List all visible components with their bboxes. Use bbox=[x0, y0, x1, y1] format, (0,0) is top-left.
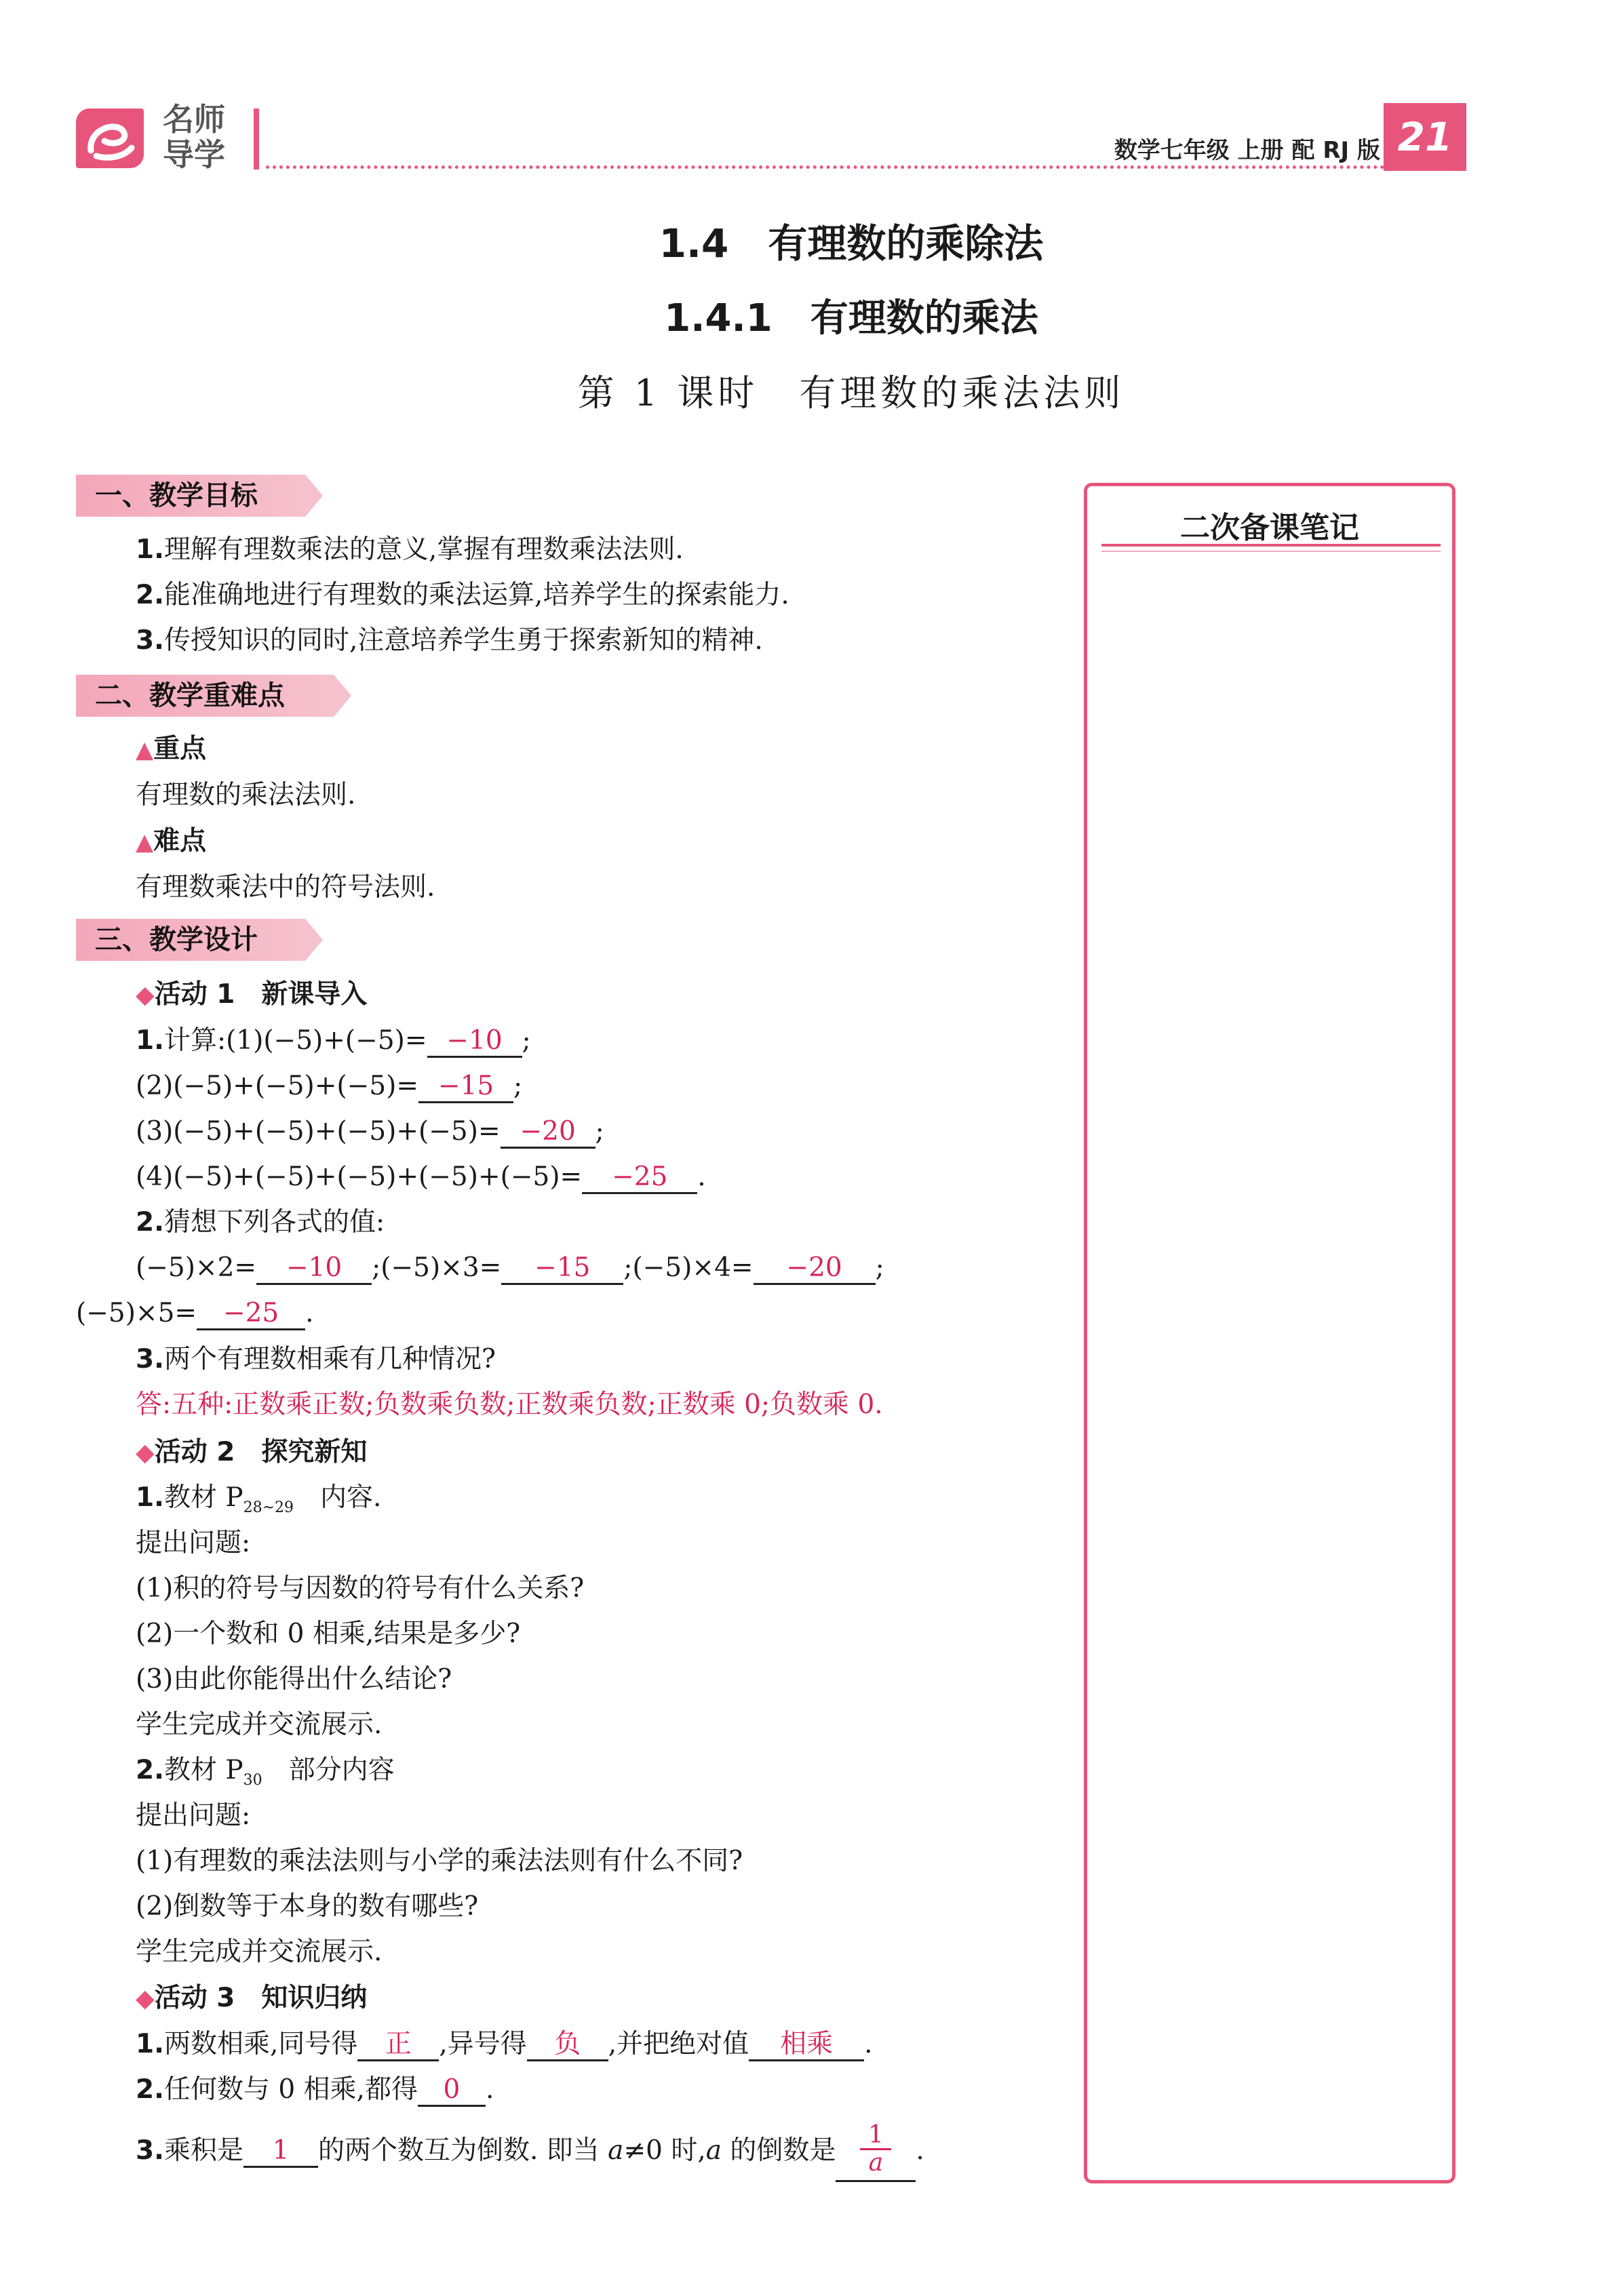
instruction-text: 学生完成并交流展示. bbox=[136, 1709, 383, 1740]
answer-blank: −20 bbox=[501, 1117, 595, 1149]
notes-panel bbox=[1084, 483, 1455, 2183]
exercise-line: (−5)×5= −25 . bbox=[76, 1297, 314, 1330]
diamond-icon: ◆ bbox=[136, 1439, 155, 1467]
answer-blank: 相乘 bbox=[749, 2030, 864, 2061]
logo-badge bbox=[76, 108, 144, 168]
goal-item: 3.传授知识的同时,注意培养学生勇于探索新知的精神. bbox=[136, 625, 763, 656]
textbook-ref: 2.教材 $P_{30}$ 部分内容 bbox=[136, 1755, 395, 1789]
header-dotted-rule bbox=[266, 165, 1385, 169]
diamond-icon: ◆ bbox=[136, 981, 155, 1009]
answer-blank: 负 bbox=[527, 2030, 608, 2061]
rule-line: 2.任何数与 0 相乘,都得 0 . bbox=[136, 2073, 494, 2107]
diamond-icon: ◆ bbox=[136, 1985, 155, 2013]
chapter-title: 1.4 有理数的乘除法 bbox=[659, 220, 1044, 266]
answer-blank bbox=[836, 2180, 916, 2182]
lesson-title: 第 1 课时 有理数的乘法法则 bbox=[577, 372, 1125, 414]
section-header-label: 三、教学设计 bbox=[95, 924, 258, 955]
answer-blank: −10 bbox=[427, 1026, 522, 1058]
answer-blank: −15 bbox=[418, 1071, 513, 1103]
exercise-line: 2.猜想下列各式的值: bbox=[136, 1207, 385, 1238]
answer-blank: −25 bbox=[197, 1299, 305, 1330]
section-header-design bbox=[76, 919, 305, 961]
answer-blank: −10 bbox=[256, 1253, 372, 1285]
key-point-label: ▲重点 bbox=[136, 734, 207, 764]
goal-item: 1.理解有理数乘法的意义,掌握有理数乘法法则. bbox=[136, 534, 684, 565]
answer-blank: 0 bbox=[418, 2075, 486, 2107]
exercise-line: (3)(−5)+(−5)+(−5)+(−5)= −20 ; bbox=[136, 1115, 604, 1149]
goal-item: 2.能准确地进行有理数的乘法运算,培养学生的探索能力. bbox=[136, 580, 789, 610]
triangle-icon: ▲ bbox=[136, 829, 154, 856]
question-text: (1)有理数的乘法法则与小学的乘法法则有什么不同? bbox=[136, 1846, 743, 1876]
triangle-icon: ▲ bbox=[136, 736, 154, 764]
instruction-text: 学生完成并交流展示. bbox=[136, 1937, 383, 1967]
section-header-goals bbox=[76, 475, 305, 517]
rule-line: 1.两数相乘,同号得 正 ,异号得 负 ,并把绝对值 相乘 . bbox=[136, 2027, 873, 2061]
section-header-label: 二、教学重难点 bbox=[95, 680, 285, 711]
activity-3-title: ◆活动 3 知识归纳 bbox=[136, 1983, 368, 2013]
difficulty-label: ▲难点 bbox=[136, 826, 207, 856]
logo-text bbox=[163, 102, 251, 172]
answer-blank: −15 bbox=[501, 1253, 623, 1285]
section-header-label: 一、教学目标 bbox=[95, 480, 258, 511]
notes-title-rule bbox=[1101, 544, 1441, 547]
notes-title-rule-thin bbox=[1101, 551, 1441, 552]
difficulty-text: 有理数乘法中的符号法则. bbox=[136, 872, 435, 903]
rule-line: 3.乘积是 1 的两个数互为倒数. 即当 a≠0 时,a 的倒数是 $\frac{1}{a}$ . bbox=[136, 2122, 924, 2182]
activity-2-title: ◆活动 2 探究新知 bbox=[136, 1437, 368, 1467]
answer-text: 答:五种:正数乘正数;负数乘负数;正数乘负数;正数乘 0;负数乘 0. bbox=[136, 1389, 883, 1420]
page-number: 21 bbox=[1384, 103, 1466, 171]
reciprocal-fraction: $\frac{1}{a}$ bbox=[836, 2122, 916, 2182]
activity-1-title: ◆活动 1 新课导入 bbox=[136, 979, 368, 1010]
question-text: (2)倒数等于本身的数有哪些? bbox=[136, 1891, 479, 1922]
question-text: (3)由此你能得出什么结论? bbox=[136, 1664, 452, 1695]
book-meta: 数学七年级 上册 配 RJ 版 bbox=[1114, 137, 1380, 164]
key-point-text: 有理数的乘法法则. bbox=[136, 780, 356, 810]
question-text: (1)积的符号与因数的符号有什么关系? bbox=[136, 1573, 585, 1604]
prompt-text: 提出问题: bbox=[136, 1528, 251, 1558]
logo-divider bbox=[254, 108, 259, 170]
section-title: 1.4.1 有理数的乘法 bbox=[664, 296, 1038, 340]
question-text: (2)一个数和 0 相乘,结果是多少? bbox=[136, 1619, 521, 1649]
notes-title: 二次备课笔记 bbox=[1180, 511, 1359, 545]
answer-blank: 正 bbox=[357, 2030, 439, 2061]
textbook-ref: 1.教材 $P_{28\sim 29}$ 内容. bbox=[136, 1482, 382, 1516]
exercise-line: (2)(−5)+(−5)+(−5)= −15 ; bbox=[136, 1069, 522, 1103]
exercise-line: (−5)×2= −10 ;(−5)×3= −15 ;(−5)×4= −20 ; bbox=[136, 1251, 884, 1285]
exercise-line: (4)(−5)+(−5)+(−5)+(−5)+(−5)= −25 . bbox=[136, 1160, 706, 1194]
answer-blank: −25 bbox=[582, 1162, 697, 1194]
logo-mark-icon bbox=[76, 108, 144, 168]
exercise-line: 3.两个有理数相乘有几种情况? bbox=[136, 1344, 496, 1374]
answer-blank: 1 bbox=[243, 2136, 318, 2168]
answer-blank: −20 bbox=[754, 1253, 876, 1285]
logo-line-1: 名师 bbox=[163, 101, 225, 138]
exercise-line: 1.计算:(1)(−5)+(−5)= −10 ; bbox=[136, 1024, 531, 1058]
section-header-key-points bbox=[76, 675, 334, 717]
logo-line-2: 导学 bbox=[163, 136, 225, 173]
prompt-text: 提出问题: bbox=[136, 1800, 251, 1831]
